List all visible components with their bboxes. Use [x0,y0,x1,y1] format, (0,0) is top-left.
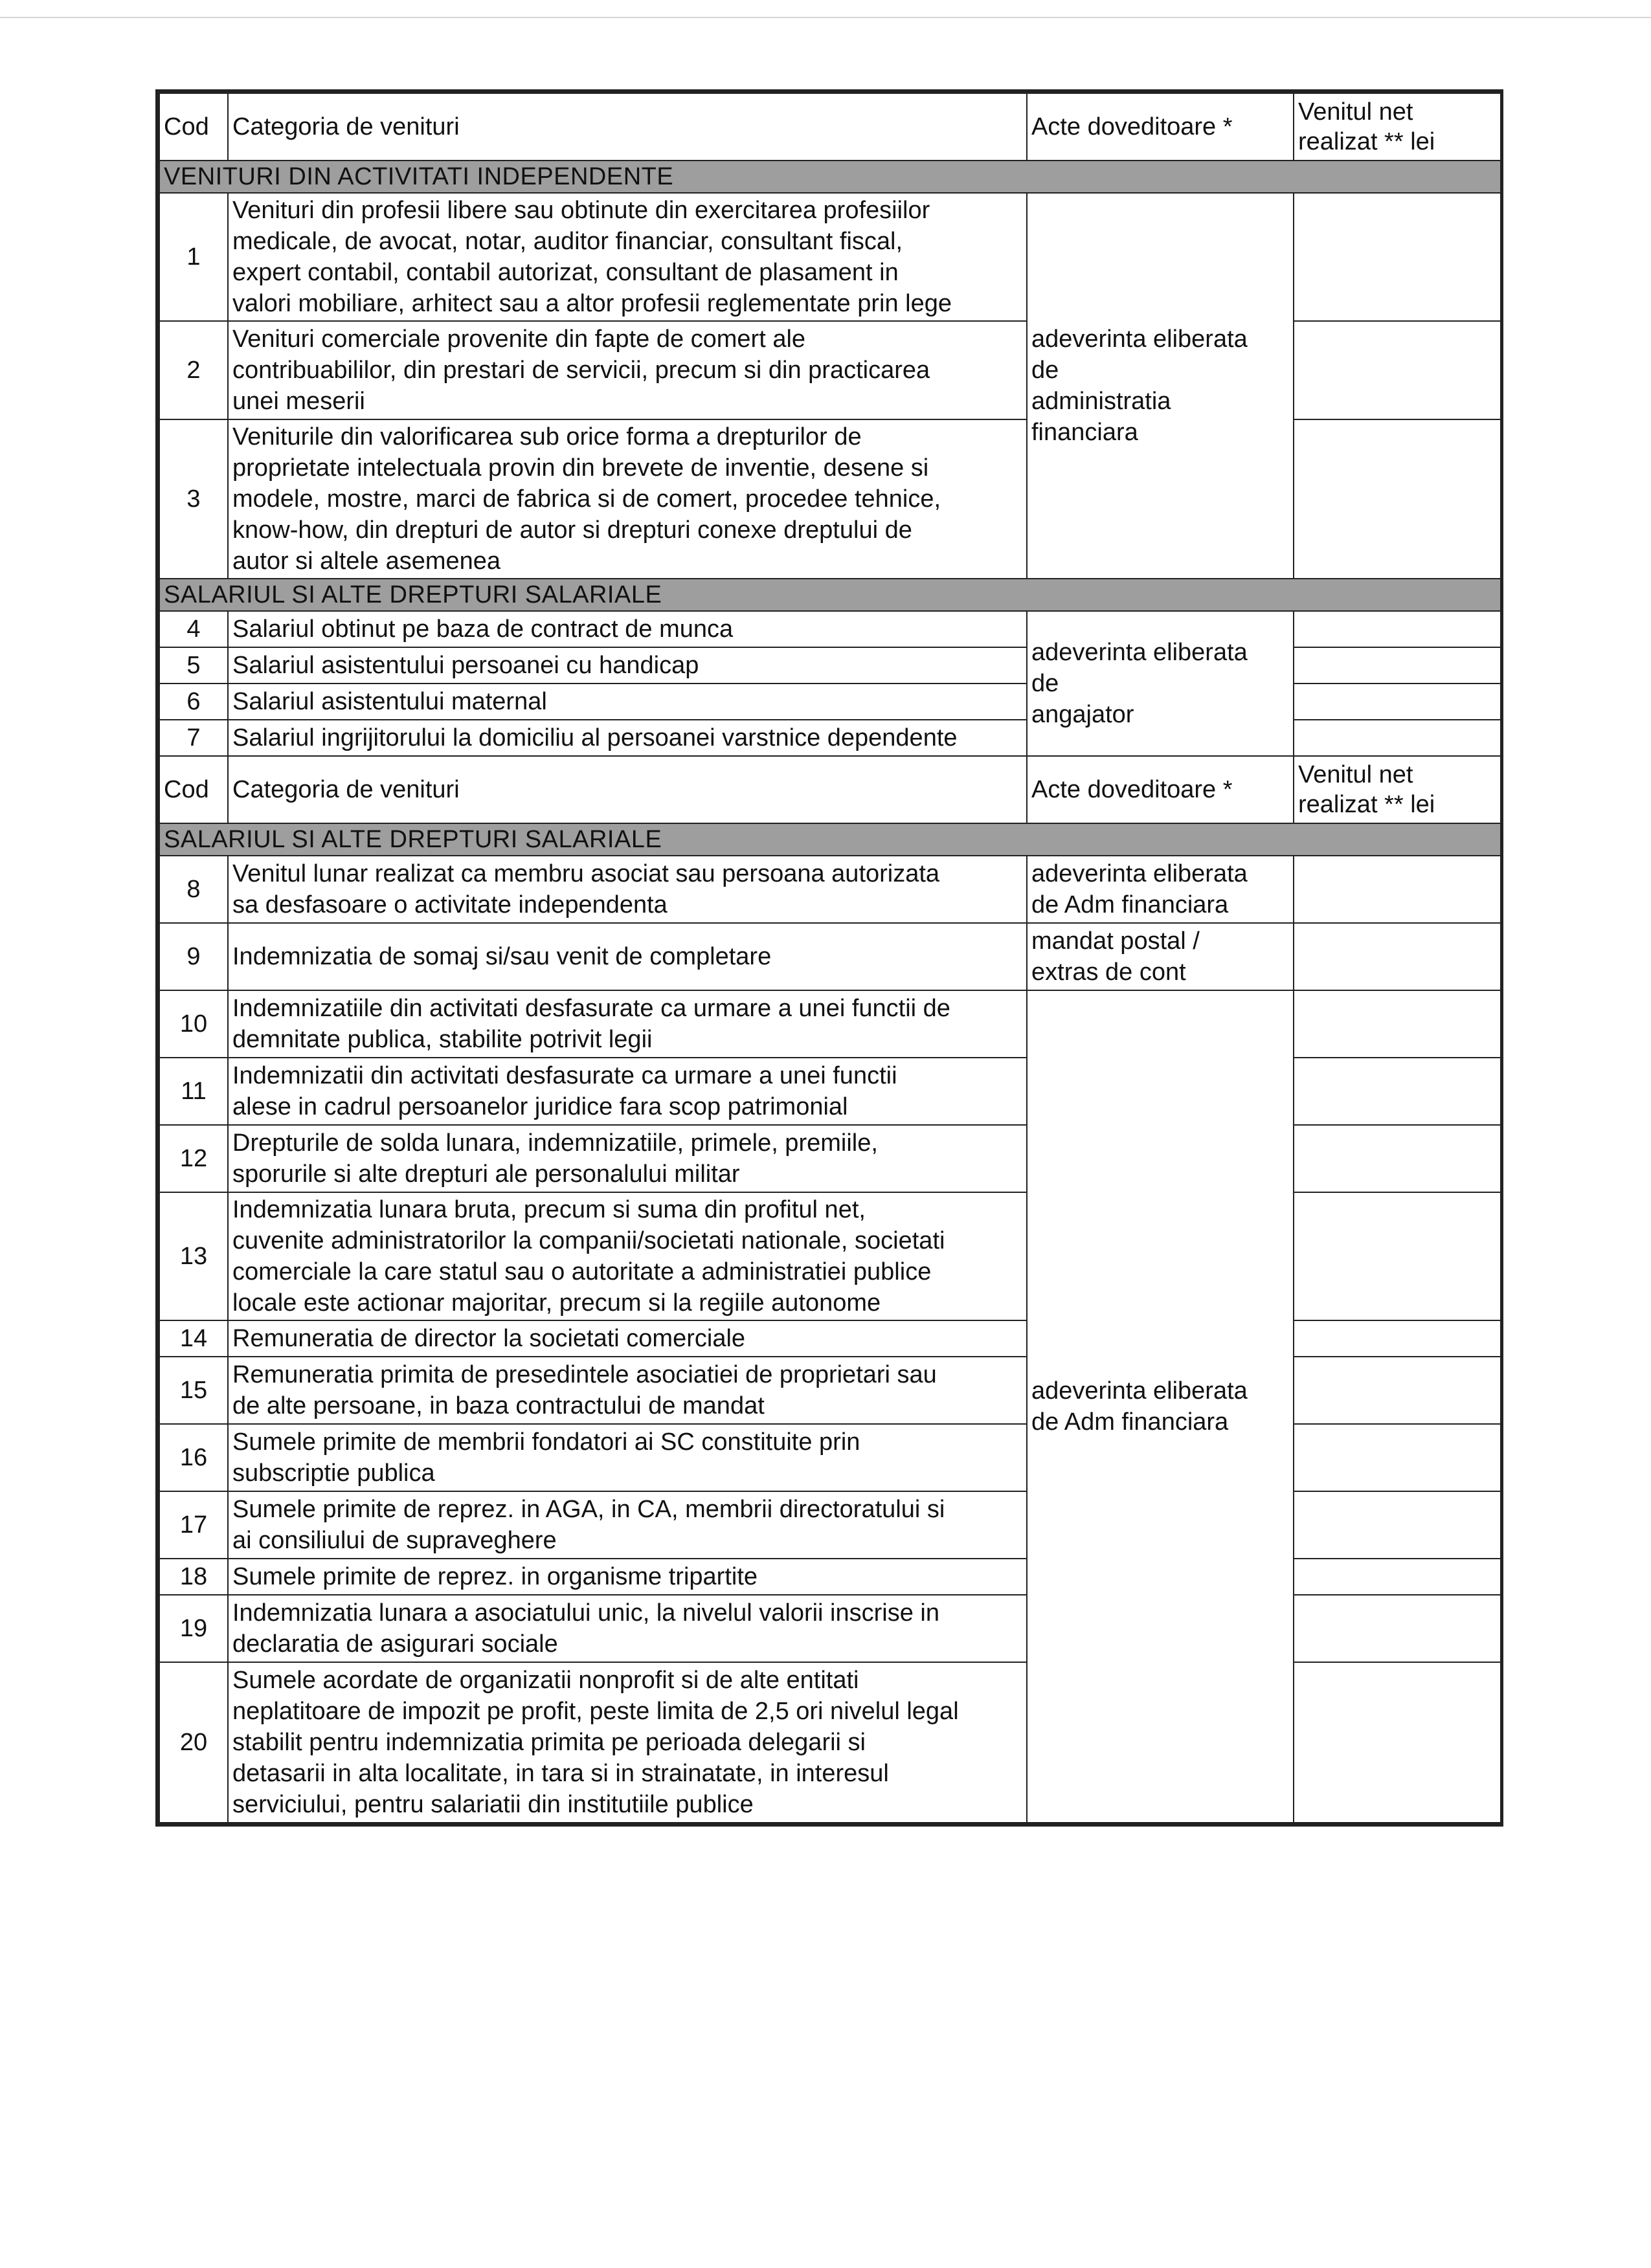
value-cell[interactable] [1294,1559,1501,1595]
table-row [159,1424,1501,1491]
row-cod: 17 [159,1491,228,1559]
row-cod: 5 [159,647,228,684]
value-cell[interactable] [1294,856,1501,923]
row-cod: 12 [159,1125,228,1192]
row-acte: mandat postal / extras de cont [1027,923,1294,990]
row-acte: adeverinta eliberata de Adm financiara [1027,990,1294,1823]
col-header-categoria: Categoria de venituri [228,756,1027,823]
section-title-salariale: SALARIUL SI ALTE DREPTURI SALARIALE [159,579,1501,611]
table-row [159,419,1501,579]
row-categoria: Indemnizatia lunara bruta, precum si suma din profitul net, cuvenite administratorilor la companii/societati nationale, societati comerciale la care statul sau o autoritate a administratiei publice locale este actionar majoritar, precum si la regiile autonome [228,1192,1027,1320]
row-acte: adeverinta eliberata de administratia financiara [1027,193,1294,579]
row-cod: 7 [159,720,228,756]
value-cell[interactable] [1294,1424,1501,1491]
row-cod: 16 [159,1424,228,1491]
row-cod: 8 [159,856,228,923]
row-cod: 15 [159,1357,228,1424]
section-title-independente: VENITURI DIN ACTIVITATI INDEPENDENTE [159,161,1501,193]
table-row [159,1595,1501,1662]
value-cell[interactable] [1294,1125,1501,1192]
value-cell[interactable] [1294,647,1501,684]
value-cell[interactable] [1294,720,1501,756]
row-categoria: Sumele acordate de organizatii nonprofit si de alte entitati neplatitoare de impozit pe profit, peste limita de 2,5 ori nivelul legal stabilit pentru indemnizatia primita pe perioada delegarii si detasarii in alta localitate, in tara si in strainatate, in interesul serviciului, pentru salariatii din institutiile publice [228,1662,1027,1823]
value-cell[interactable] [1294,684,1501,720]
row-categoria: Remuneratia primita de presedintele asociatiei de proprietari sau de alte persoane, in baza contractului de mandat [228,1357,1027,1424]
row-cod: 14 [159,1320,228,1357]
table-row [159,647,1501,684]
table-row [159,611,1501,647]
col-header-venitul: Venitul net realizat ** lei [1294,93,1501,161]
row-acte: adeverinta eliberata de Adm financiara [1027,856,1294,923]
row-categoria: Indemnizatii din activitati desfasurate ca urmare a unei functii alese in cadrul persoanelor juridice fara scop patrimonial [228,1058,1027,1125]
table-row [159,923,1501,990]
table-row [159,990,1501,1058]
col-header-cod: Cod [159,93,228,161]
row-cod: 13 [159,1192,228,1320]
row-categoria: Venituri comerciale provenite din fapte de comert ale contribuabililor, din prestari de servicii, precum si din practicarea unei meserii [228,321,1027,419]
row-cod: 6 [159,684,228,720]
value-cell[interactable] [1294,193,1501,321]
header-row [159,93,1501,161]
row-cod: 3 [159,419,228,579]
value-cell[interactable] [1294,1320,1501,1357]
row-categoria: Drepturile de solda lunara, indemnizatiile, primele, premiile, sporurile si alte drepturi ale personalului militar [228,1125,1027,1192]
value-cell[interactable] [1294,321,1501,419]
value-cell[interactable] [1294,1357,1501,1424]
table-row [159,1192,1501,1320]
row-categoria: Salariul obtinut pe baza de contract de munca [228,611,1027,647]
table-row [159,1320,1501,1357]
row-cod: 18 [159,1559,228,1595]
value-cell[interactable] [1294,923,1501,990]
row-categoria: Venituri din profesii libere sau obtinute din exercitarea profesiilor medicale, de avocat, notar, auditor financiar, consultant fiscal, expert contabil, contabil autorizat, consultant de plasament in valori mobiliare, arhitect sau a altor profesii reglementate prin lege [228,193,1027,321]
table-row [159,193,1501,321]
value-cell[interactable] [1294,419,1501,579]
value-cell[interactable] [1294,1662,1501,1823]
table-row [159,1662,1501,1823]
row-cod: 11 [159,1058,228,1125]
value-cell[interactable] [1294,611,1501,647]
table-row [159,1058,1501,1125]
income-table [159,93,1501,1823]
row-cod: 2 [159,321,228,419]
row-cod: 4 [159,611,228,647]
row-categoria: Veniturile din valorificarea sub orice forma a drepturilor de proprietate intelectuala provin din brevete de inventie, desene si modele, mostre, marci de fabrica si de comert, procedee tehnice, know-how, din drepturi de autor si drepturi conexe dreptului de autor si altele asemenea [228,419,1027,579]
table-row [159,856,1501,923]
table-row [159,1357,1501,1424]
row-cod: 9 [159,923,228,990]
table-row [159,321,1501,419]
value-cell[interactable] [1294,1595,1501,1662]
col-header-cod: Cod [159,756,228,823]
row-acte: adeverinta eliberata de angajator [1027,611,1294,756]
col-header-venitul: Venitul net realizat ** lei [1294,756,1501,823]
section-row [159,161,1501,193]
row-categoria: Sumele primite de membrii fondatori ai SC constituite prin subscriptie publica [228,1424,1027,1491]
row-categoria: Sumele primite de reprez. in AGA, in CA, membrii directoratului si ai consiliului de supraveghere [228,1491,1027,1559]
row-categoria: Salariul asistentului persoanei cu handicap [228,647,1027,684]
table-row [159,1559,1501,1595]
header-row [159,756,1501,823]
income-form [155,89,1503,1827]
section-title-salariale: SALARIUL SI ALTE DREPTURI SALARIALE [159,823,1501,856]
table-row [159,684,1501,720]
value-cell[interactable] [1294,1491,1501,1559]
section-row [159,579,1501,611]
row-categoria: Indemnizatia de somaj si/sau venit de completare [228,923,1027,990]
section-row [159,823,1501,856]
col-header-acte: Acte doveditoare * [1027,93,1294,161]
row-categoria: Indemnizatia lunara a asociatului unic, la nivelul valorii inscrise in declaratia de asigurari sociale [228,1595,1027,1662]
row-cod: 10 [159,990,228,1058]
value-cell[interactable] [1294,1192,1501,1320]
value-cell[interactable] [1294,990,1501,1058]
row-categoria: Salariul asistentului maternal [228,684,1027,720]
row-cod: 1 [159,193,228,321]
row-categoria: Salariul ingrijitorului la domiciliu al persoanei varstnice dependente [228,720,1027,756]
scan-edge-line [0,17,1651,18]
value-cell[interactable] [1294,1058,1501,1125]
table-row [159,1125,1501,1192]
row-cod: 20 [159,1662,228,1823]
row-categoria: Venitul lunar realizat ca membru asociat sau persoana autorizata sa desfasoare o activitate independenta [228,856,1027,923]
row-categoria: Remuneratia de director la societati comerciale [228,1320,1027,1357]
table-row [159,720,1501,756]
row-categoria: Sumele primite de reprez. in organisme tripartite [228,1559,1027,1595]
col-header-categoria: Categoria de venituri [228,93,1027,161]
col-header-acte: Acte doveditoare * [1027,756,1294,823]
row-categoria: Indemnizatiile din activitati desfasurate ca urmare a unei functii de demnitate publica, stabilite potrivit legii [228,990,1027,1058]
row-cod: 19 [159,1595,228,1662]
table-row [159,1491,1501,1559]
